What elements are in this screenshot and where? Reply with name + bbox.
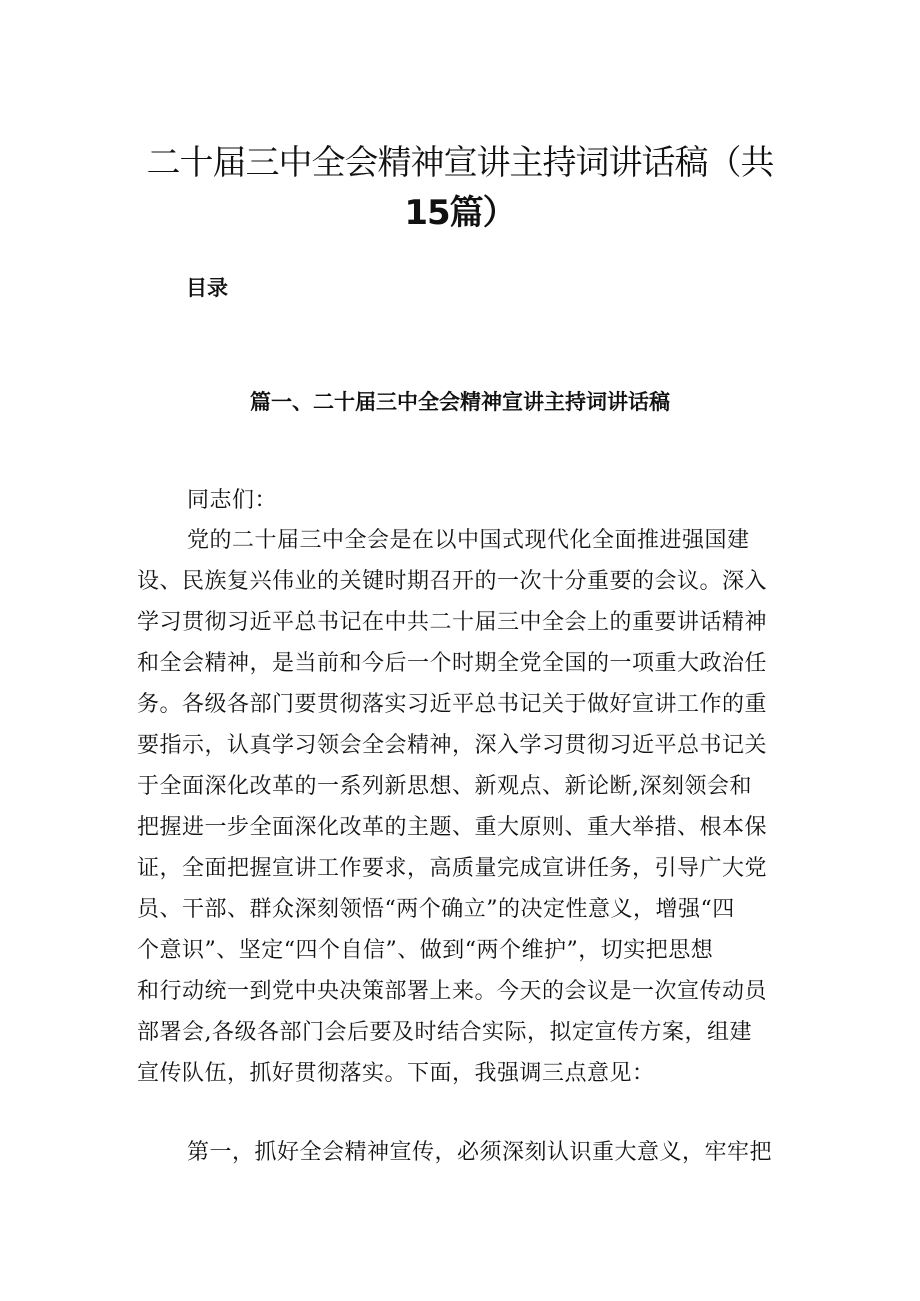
- paragraph-line: 员、干部、群众深刻领悟“两个确立”的决定性意义，增强“四: [137, 897, 735, 922]
- paragraph-line: 要指示，认真学习领会全会精神，深入学习贯彻习近平总书记关: [137, 733, 768, 758]
- paragraph-1: [137, 520, 789, 1094]
- salutation: 同志们：: [187, 488, 278, 513]
- paragraph-line: 和全会精神，是当前和今后一个时期全党全国的一项重大政治任: [137, 651, 768, 676]
- table-of-contents-heading: 目录: [186, 276, 228, 300]
- paragraph-line: 学习贯彻习近平总书记在中共二十届三中全会上的重要讲话精神: [137, 610, 768, 635]
- document-title: [120, 138, 800, 238]
- section-heading: 篇一、二十届三中全会精神宣讲主持词讲话稿: [250, 390, 670, 414]
- paragraph-line: 设、民族复兴伟业的关键时期召开的一次十分重要的会议。深入: [137, 569, 768, 594]
- paragraph-line: 和行动统一到党中央决策部署上来。今天的会议是一次宣传动员: [137, 979, 768, 1004]
- paragraph-line: 个意识”、坚定“四个自信”、做到“两个维护”，切实把思想: [137, 938, 714, 963]
- paragraph-line: 第一，抓好全会精神宣传，必须深刻认识重大意义，牢牢把: [187, 1140, 773, 1165]
- document-title-line-2: 15篇）: [404, 193, 516, 233]
- paragraph-line: 宣传队伍，抓好贯彻落实。下面，我强调三点意见：: [137, 1061, 655, 1086]
- paragraph-2: [137, 1132, 789, 1173]
- paragraph-line: 务。各级各部门要贯彻落实习近平总书记关于做好宣讲工作的重: [137, 692, 768, 717]
- document-title-line-1: 二十届三中全会精神宣讲主持词讲话稿（共: [146, 143, 774, 183]
- paragraph-line: 党的二十届三中全会是在以中国式现代化全面推进强国建: [187, 528, 750, 553]
- paragraph-line: 于全面深化改革的一系列新思想、新观点、新论断,深刻领会和: [137, 774, 752, 799]
- paragraph-line: 把握进一步全面深化改革的主题、重大原则、重大举措、根本保: [137, 815, 768, 840]
- paragraph-line: 部署会,各级各部门会后要及时结合实际，拟定宣传方案，组建: [137, 1020, 752, 1045]
- paragraph-line: 证，全面把握宣讲工作要求，高质量完成宣讲任务，引导广大党: [137, 856, 768, 881]
